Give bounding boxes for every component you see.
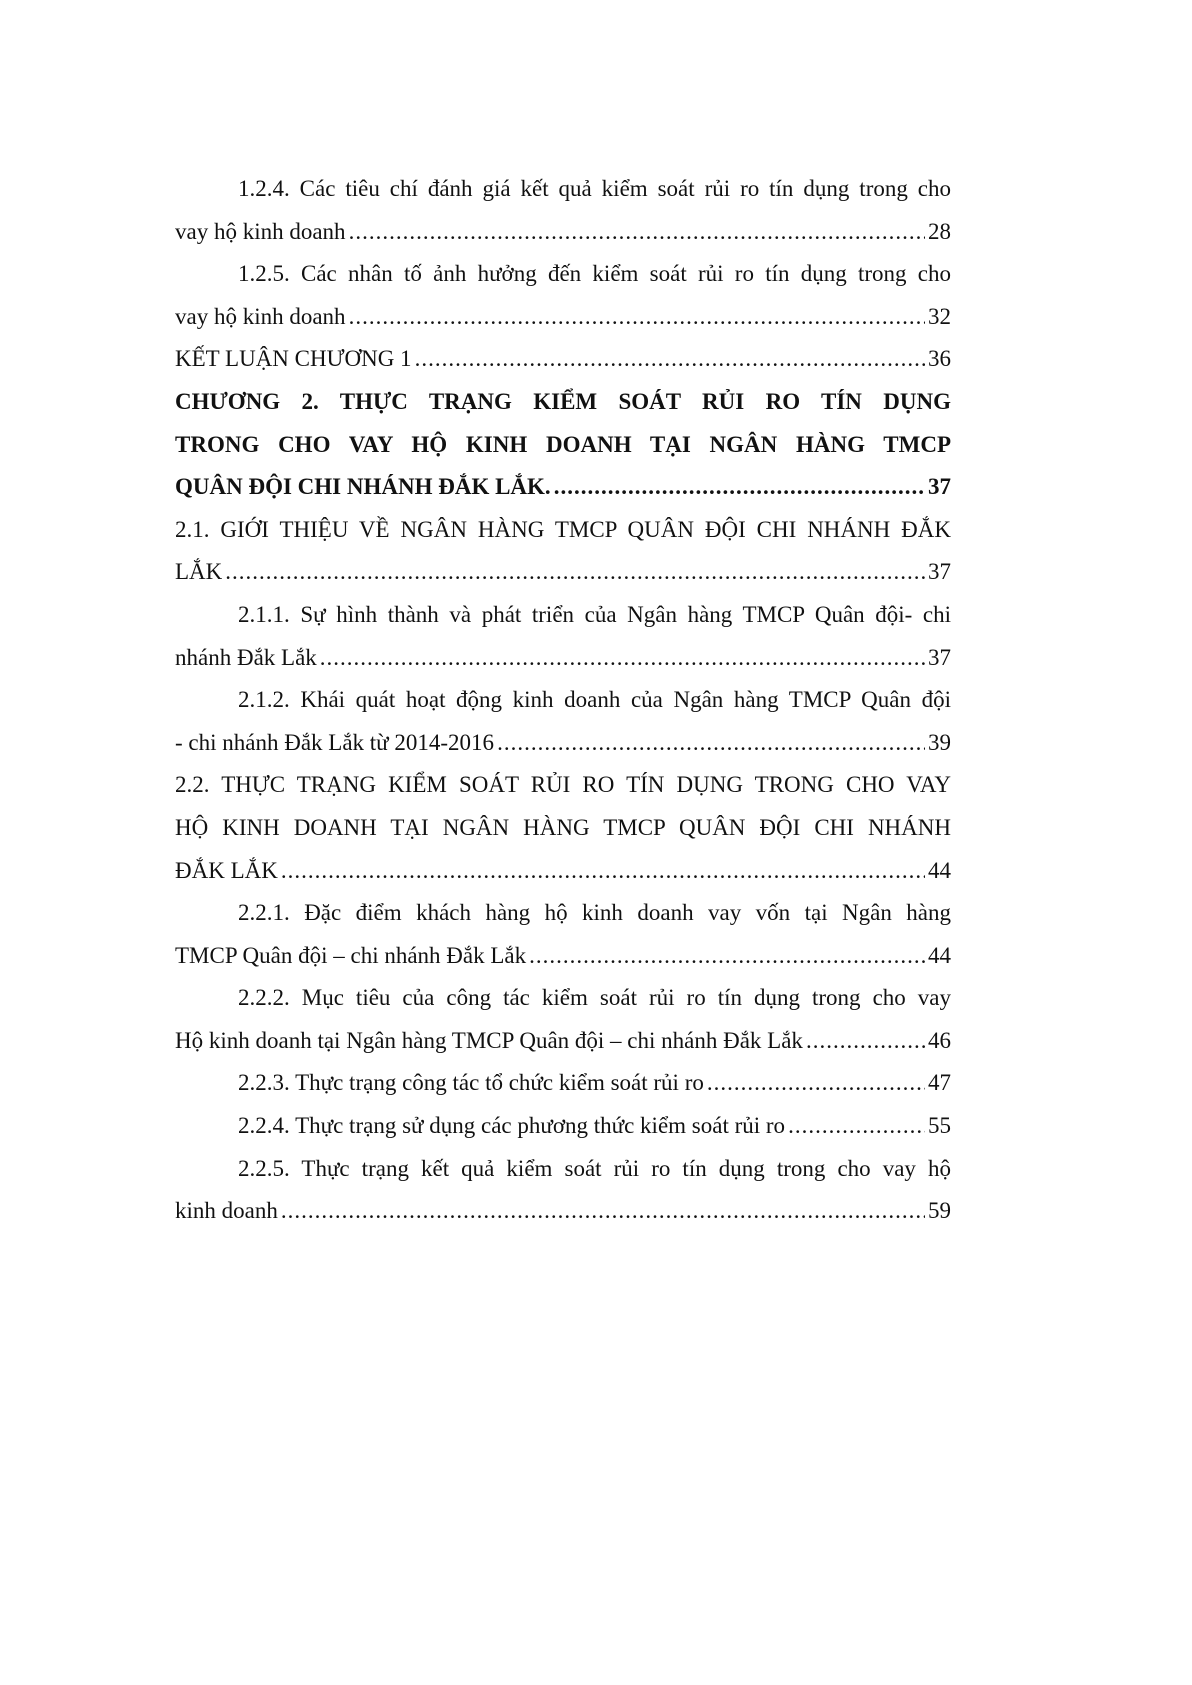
toc-entry-2-2-3[interactable] [175,1062,951,1105]
toc-entry-2-2-4[interactable] [175,1105,951,1148]
toc-entry-title: 1.2.5. Các nhân tố ảnh hưởng đến kiểm soát rủi ro tín dụng trong cho [238,261,951,287]
toc-entry-title: 2.2.2. Mục tiêu của công tác kiểm soát rủi ro tín dụng trong cho vay [238,985,951,1011]
toc-entry-title: 2.2. THỰC TRẠNG KIỂM SOÁT RỦI RO TÍN DỤNG TRONG CHO VAY [175,772,951,798]
toc-entry-title-cont: TMCP Quân đội – chi nhánh Đắk Lắk [175,942,527,968]
dot-leader [529,935,925,978]
table-of-contents [175,168,951,1233]
toc-entry-title-cont: LẮK [175,559,223,585]
toc-page-number: 36 [928,346,951,372]
toc-page-number: 28 [928,218,951,244]
toc-entry-2-1-2[interactable] [175,679,951,764]
toc-entry-ket-luan-chuong-1[interactable] [175,338,951,381]
toc-page-number: 32 [928,303,951,329]
toc-entry-title: 2.2.3. Thực trạng công tác tổ chức kiểm soát rủi ro [238,1070,704,1096]
toc-entry-title: CHƯƠNG 2. THỰC TRẠNG KIỂM SOÁT RỦI RO TÍN DỤNG [175,388,951,414]
toc-entry-2-2[interactable] [175,764,951,892]
toc-page-number: 39 [928,729,951,755]
toc-entry-2-2-5[interactable] [175,1148,951,1233]
toc-entry-2-2-1[interactable] [175,892,951,977]
dot-leader [497,722,925,765]
toc-entry-title: 2.1.2. Khái quát hoạt động kinh doanh của Ngân hàng TMCP Quân đội [238,687,951,713]
toc-entry-title: 2.2.4. Thực trạng sử dụng các phương thức kiểm soát rủi ro [238,1113,786,1139]
toc-entry-title-cont: vay hộ kinh doanh [175,303,346,329]
toc-entry-title-cont: TRONG CHO VAY HỘ KINH DOANH TẠI NGÂN HÀNG TMCP [175,431,951,457]
dot-leader [415,338,925,381]
toc-entry-title: 2.1.1. Sự hình thành và phát triển của Ngân hàng TMCP Quân đội- chi [238,601,951,627]
dot-leader [225,551,925,594]
toc-entry-2-2-2[interactable] [175,977,951,1062]
toc-entry-title-cont: ĐẮK LẮK [175,857,278,883]
toc-entry-title: 2.1. GIỚI THIỆU VỀ NGÂN HÀNG TMCP QUÂN ĐỘI CHI NHÁNH ĐẮK [175,516,951,542]
toc-entry-2-1-1[interactable] [175,594,951,679]
dot-leader [806,1020,925,1063]
toc-entry-1-2-4[interactable] [175,168,951,253]
toc-entry-title-cont: QUÂN ĐỘI CHI NHÁNH ĐẮK LẮK. [175,474,551,500]
dot-leader [349,211,925,254]
dot-leader [788,1105,925,1148]
toc-page-number: 47 [928,1070,951,1096]
toc-entry-title: 1.2.4. Các tiêu chí đánh giá kết quả kiểm soát rủi ro tín dụng trong cho [238,176,951,201]
toc-entry-2-1[interactable] [175,509,951,594]
toc-page-number: 44 [928,857,951,883]
toc-entry-title: 2.2.5. Thực trạng kết quả kiểm soát rủi ro tín dụng trong cho vay hộ [238,1155,951,1181]
dot-leader [281,1190,925,1233]
toc-entry-title-cont: kinh doanh [175,1198,278,1224]
dot-leader [281,850,925,893]
toc-entry-title-cont: vay hộ kinh doanh [175,218,346,244]
toc-entry-title-cont: HỘ KINH DOANH TẠI NGÂN HÀNG TMCP QUÂN ĐỘI CHI NHÁNH [175,814,951,840]
toc-page-number: 37 [928,559,951,585]
toc-entry-chuong-2[interactable] [175,381,951,509]
toc-page-number: 37 [928,474,951,500]
toc-entry-title-cont: nhánh Đắk Lắk [175,644,317,670]
toc-page-number: 59 [928,1198,951,1224]
toc-entry-title-cont: - chi nhánh Đắk Lắk từ 2014-2016 [175,729,495,755]
toc-page-number: 37 [928,644,951,670]
toc-entry-title: 2.2.1. Đặc điểm khách hàng hộ kinh doanh vay vốn tại Ngân hàng [238,900,951,926]
dot-leader [707,1062,925,1105]
toc-page-number: 55 [928,1113,951,1139]
toc-page-number: 46 [928,1027,951,1053]
dot-leader [349,296,925,339]
toc-page-number: 44 [928,942,951,968]
dot-leader [554,466,925,509]
toc-entry-title: KẾT LUẬN CHƯƠNG 1 [175,346,412,372]
toc-entry-1-2-5[interactable] [175,253,951,338]
dot-leader [320,637,925,680]
toc-entry-title-cont: Hộ kinh doanh tại Ngân hàng TMCP Quân đội – chi nhánh Đắk Lắk [175,1027,803,1053]
